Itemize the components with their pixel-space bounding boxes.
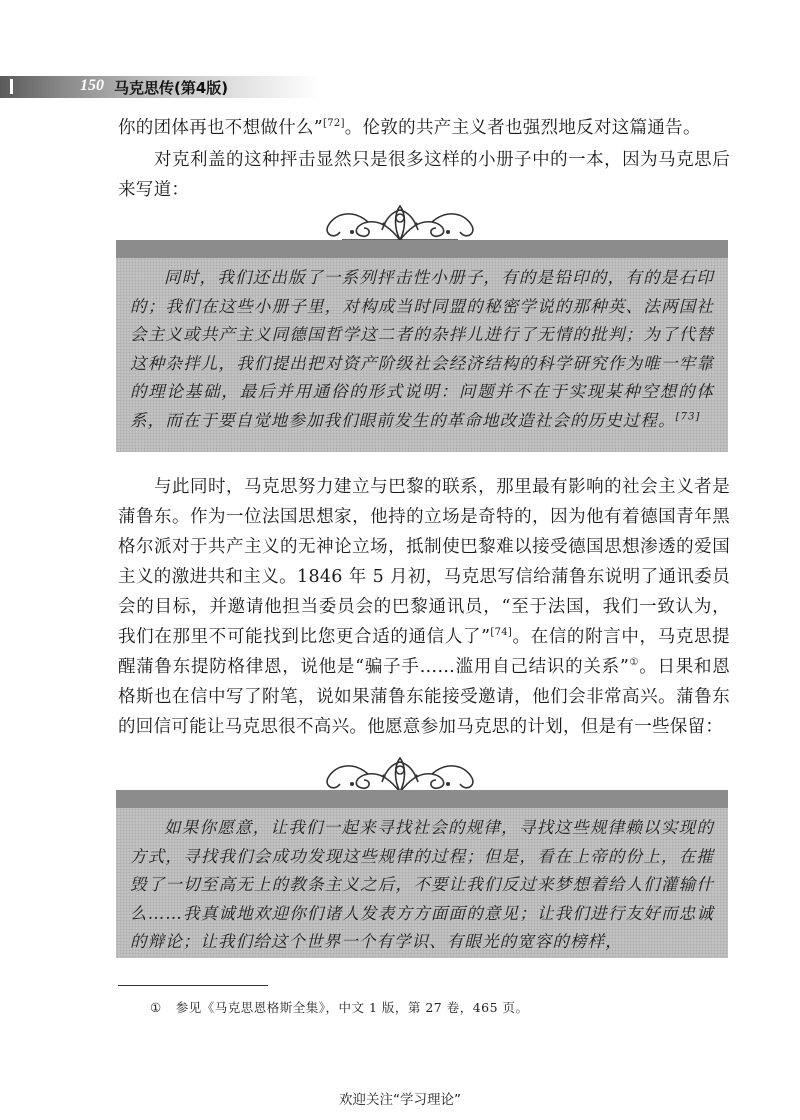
paragraph-continuation: 你的团体再也不想做什么”[72]。伦敦的共产主义者也强烈地反对这篇通告。 — [118, 118, 701, 138]
paragraph-intro-quote: 对克利盖的这种抨击显然只是很多这样的小册子中的一本，因为马克思后来写道： — [118, 150, 730, 200]
citation-ref: [73] — [675, 411, 701, 422]
footnote — [150, 998, 529, 1016]
quote-header-strip — [116, 240, 728, 258]
footnote-divider — [118, 985, 268, 986]
header-marker — [10, 79, 13, 94]
citation-ref: [74] — [490, 627, 513, 639]
scroll-flourish-icon — [322, 200, 478, 244]
quote-text: 如果你愿意，让我们一起来寻找社会的规律，寻找这些规律赖以实现的方式，寻找我们会成功发现这些规律的过程；但是，看在上帝的份上，在摧毁了一切至高无上的教条主义之后，不要让我们反过来梦想着给人们灌输什么……我真诚地欢迎你们诸人发表方方面面的意见；让我们进行友好而忠诚的辩论；让我们给这个世界一个有学识、有眼光的宽容的榜样， — [130, 818, 714, 951]
block-quote — [116, 790, 728, 958]
book-title: 马克思传(第4版) — [114, 79, 229, 97]
paragraph-proudhon: 与此同时，马克思努力建立与巴黎的联系，那里最有影响的社会主义者是蒲鲁东。作为一位法国思想家，他持的立场是奇特的，因为他有着德国青年黑格尔派对于共产主义的无神论立场，抵制使巴黎难以接受德国思想渗透的爱国主义的激进共和主义。1846 年 5 月初，马克思写信给蒲鲁东说明了通讯委员会的目标，并邀请他担当委员会的巴黎通讯员，“至于法国，我们一致认为，我们在那里不可能找到比您更合适的通信人了”[74]。在信的附言中，马克思提醒蒲鲁东提防格律恩，说他是“骗子手……滥用自己结识的关系”①。日果和恩格斯也在信中写了附笔，说如果蒲鲁东能接受邀请，他们会非常高兴。蒲鲁东的回信可能让马克思很不高兴。他愿意参加马克思的计划，但是有一些保留： — [118, 477, 731, 737]
quote-text: 同时，我们还出版了一系列抨击性小册子，有的是铅印的，有的是石印的；我们在这些小册子里，对构成当时同盟的秘密学说的那种英、法两国社会主义或共产主义同德国哲学这二者的杂拌儿进行了无情的批判；为了代替这种杂拌儿，我们提出把对资产阶级社会经济结构的科学研究作为唯一牢靠的理论基础，最后并用通俗的形式说明：问题并不在于实现某种空想的体系，而在于要自觉地参加我们眼前发生的革命地改造社会的历史过程。[73] — [130, 268, 714, 430]
block-quote — [116, 240, 728, 452]
bottom-caption: 欢迎关注“学习理论” — [339, 1092, 461, 1108]
page-number: 150 — [80, 77, 104, 94]
quote-header-strip — [116, 790, 728, 808]
footnote-mark: ① — [150, 1000, 162, 1015]
footnote-text: 参见《马克思恩格斯全集》，中文 1 版，第 27 卷，465 页。 — [175, 1000, 529, 1015]
citation-ref: [72] — [323, 118, 345, 130]
footnote-ref: ① — [629, 657, 640, 669]
